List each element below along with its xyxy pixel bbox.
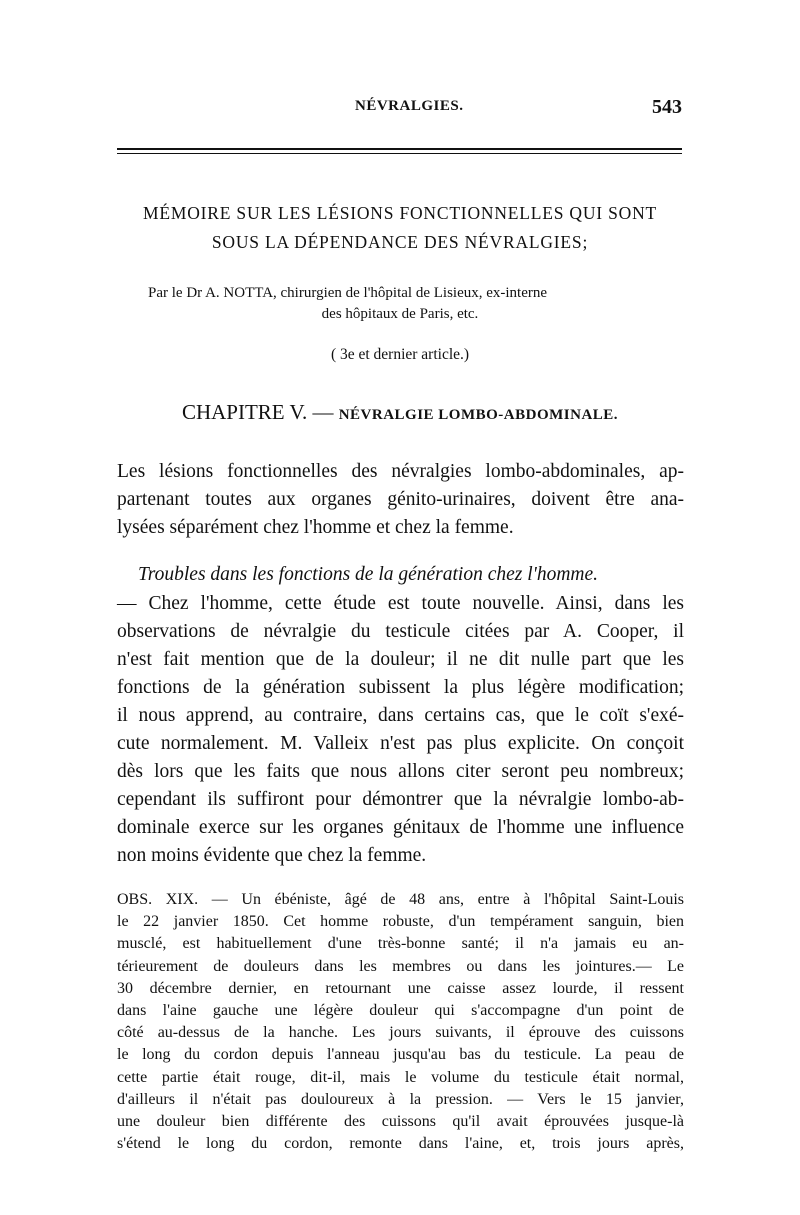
byline-line-2: des hôpitaux de Paris, etc. <box>321 306 479 322</box>
running-title: NÉVRALGIES. <box>355 98 464 114</box>
text-line: lysées séparément chez l'homme et chez la femme. <box>117 517 514 538</box>
observation-line: s'étend le long du cordon, remonte dans l'aine, et, trois jours après, <box>117 1135 684 1152</box>
chapter-title: NÉVRALGIE LOMBO-ABDOMINALE. <box>338 407 619 423</box>
text-line: cute normalement. M. Valleix n'est pas plus explicite. On conçoit <box>117 733 684 754</box>
text-line: non moins évidente que chez la femme. <box>117 845 427 866</box>
text-line: cependant ils suffiront pour démontrer que la névralgie lombo-ab- <box>117 789 684 810</box>
text-line: observations de névralgie du testicule citées par A. Cooper, il <box>117 621 684 642</box>
observation-line: térieurement de douleurs dans les membres ou dans les jointures.— Le <box>117 958 684 975</box>
text-line: n'est fait mention que de la douleur; il ne dit nulle part que les <box>117 649 684 670</box>
text-line: Les lésions fonctionnelles des névralgies lombo-abdominales, ap- <box>117 461 684 482</box>
article-title-line-2: SOUS LA DÉPENDANCE DES NÉVRALGIES; <box>211 232 589 252</box>
observation-line: le 22 janvier 1850. Cet homme robuste, d'un tempérament sanguin, bien <box>117 913 684 930</box>
observation-line: 30 décembre dernier, en retournant une caisse assez lourde, il ressent <box>117 980 684 997</box>
text-line: il nous apprend, au contraire, dans certains cas, que le coït s'exé- <box>117 705 684 726</box>
text-line: partenant toutes aux organes génito-urinaires, doivent être ana- <box>117 489 684 510</box>
article-note: ( 3e et dernier article.) <box>330 346 470 363</box>
observation-line: d'ailleurs il n'était pas douloureux à la pression. — Vers le 15 janvier, <box>117 1091 684 1108</box>
observation-line: musclé, est habituellement d'une très-bonne santé; il n'a jamais eu an- <box>117 935 684 952</box>
text-line: dominale exerce sur les organes génitaux de l'homme une influence <box>117 817 684 838</box>
text-line: fonctions de la génération subissent la plus légère modification; <box>117 677 684 698</box>
observation-line: cette partie était rouge, dit-il, mais le volume du testicule était normal, <box>117 1069 684 1086</box>
observation-line: côté au-dessus de la hanche. Les jours suivants, il éprouve des cuissons <box>117 1024 684 1041</box>
observation-line: une douleur bien différente des cuissons qu'il avait éprouvées jusque-là <box>117 1113 684 1130</box>
section-heading: Troubles dans les fonctions de la génération chez l'homme. <box>138 564 599 585</box>
observation-line: le long du cordon depuis l'anneau jusqu'au bas du testicule. La peau de <box>117 1046 684 1063</box>
chapter-heading <box>0 400 800 425</box>
observation-line: dans l'aine gauche une légère douleur qui s'accompagne d'un point de <box>117 1002 684 1019</box>
byline-line-1: Par le Dr A. NOTTA, chirurgien de l'hôpital de Lisieux, ex-interne <box>148 285 548 301</box>
header-rule-thin <box>117 153 682 154</box>
page-number: 543 <box>652 96 682 118</box>
header-rule <box>117 148 682 150</box>
chapter-prefix: CHAPITRE V. — <box>181 400 339 424</box>
observation-line: OBS. XIX. — Un ébéniste, âgé de 48 ans, entre à l'hôpital Saint-Louis <box>117 891 684 908</box>
text-line: — Chez l'homme, cette étude est toute nouvelle. Ainsi, dans les <box>117 593 684 614</box>
text-line: dès lors que les faits que nous allons citer seront peu nombreux; <box>117 761 684 782</box>
article-title-line-1: MÉMOIRE SUR LES LÉSIONS FONCTIONNELLES QUI SONT <box>143 203 657 223</box>
